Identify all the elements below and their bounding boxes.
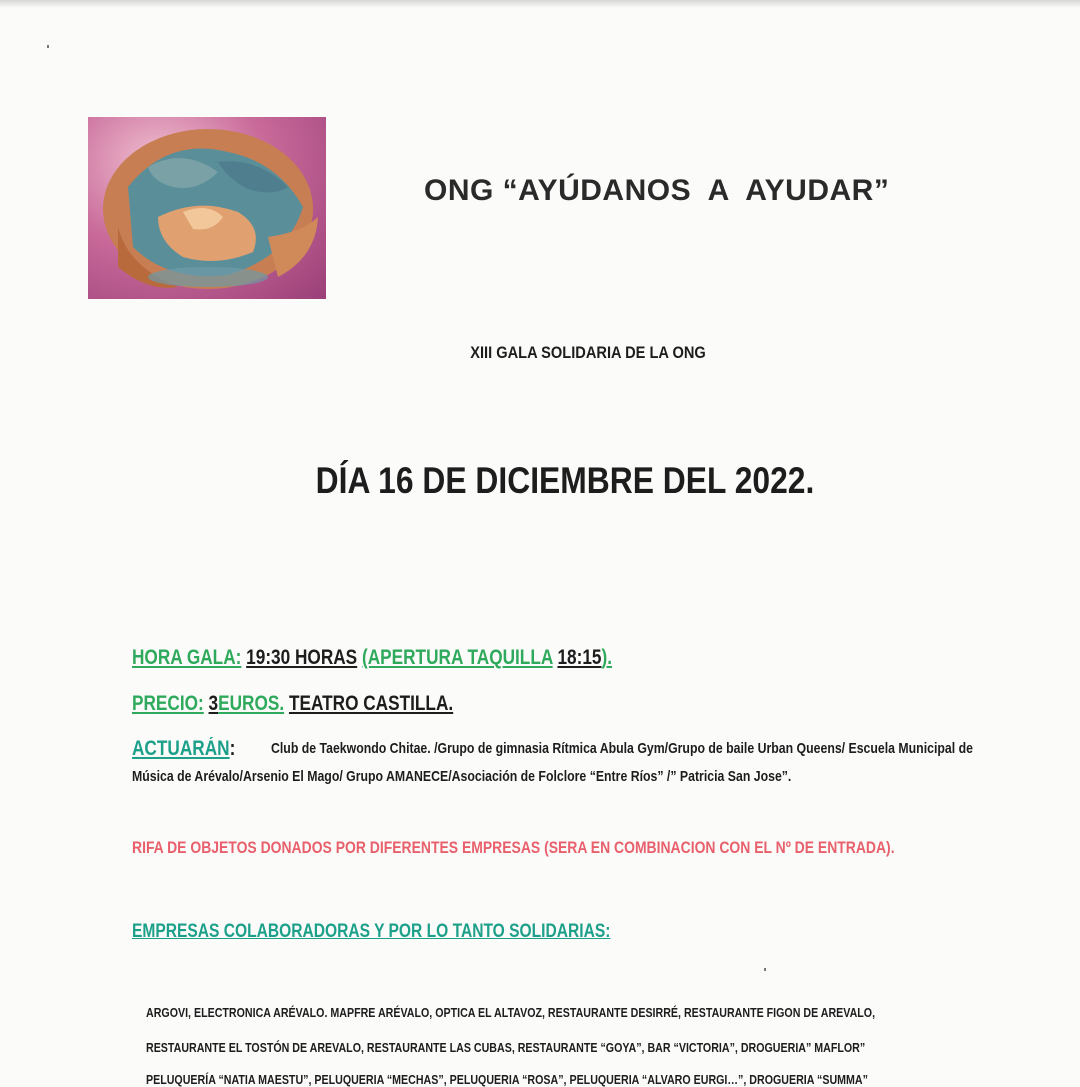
- precio-number: 3: [208, 692, 219, 715]
- apertura-label: (APERTURA TAQUILLA: [361, 646, 553, 669]
- sponsors-line-1: ARGOVI, ELECTRONICA ARÉVALO. MAPFRE ARÉVALO, OPTICA EL ALTAVOZ, RESTAURANTE DESIRRÉ, RESTAURANTE FIGON DE AREVALO,: [146, 1005, 876, 1020]
- scan-top-edge: [0, 0, 1080, 8]
- gala-title-text: XIII GALA SOLIDARIA DE LA ONG: [470, 343, 706, 362]
- precio-line: [132, 692, 453, 716]
- precio-unit: EUROS.: [218, 692, 285, 715]
- scan-speck: [47, 45, 49, 48]
- hands-painted-globe-icon: [88, 117, 326, 299]
- actuaran-colon: :: [229, 737, 236, 760]
- scan-speck: [764, 968, 766, 971]
- venue: TEATRO CASTILLA.: [288, 692, 454, 715]
- hora-value: 19:30 HORAS: [246, 646, 358, 669]
- event-date: [79, 460, 1008, 502]
- rifa-notice: RIFA DE OBJETOS DONADOS POR DIFERENTES EMPRESAS (SERA EN COMBINACION CON EL Nº DE ENTRADA).: [132, 838, 895, 857]
- performers-line-2: Música de Arévalo/Arsenio El Mago/ Grupo AMANECE/Asociación de Folclore “Entre Ríos” /” Patricia San Jose”.: [132, 768, 792, 785]
- apertura-value: 18:15: [557, 646, 602, 669]
- gala-title: [82, 343, 1011, 363]
- sponsors-line-2: RESTAURANTE EL TOSTÓN DE AREVALO, RESTAURANTE LAS CUBAS, RESTAURANTE “GOYA”, BAR “VICTORIA”, DROGUERIA” MAFLOR”: [146, 1040, 866, 1055]
- org-title: ONG “AYÚDANOS A AYUDAR”: [424, 174, 890, 207]
- hora-gala-line: [132, 646, 612, 670]
- hora-label: HORA GALA:: [132, 646, 242, 669]
- sponsors-heading: EMPRESAS COLABORADORAS Y POR LO TANTO SOLIDARIAS:: [132, 921, 611, 942]
- actuaran-label: ACTUARÁN: [132, 737, 230, 760]
- actuaran-label-line: [132, 737, 235, 761]
- apertura-close: ).: [601, 646, 613, 669]
- performers-line-1: Club de Taekwondo Chitae. /Grupo de gimnasia Rítmica Abula Gym/Grupo de baile Urban Queens/ Escuela Municipal de: [271, 740, 973, 757]
- event-date-text: DÍA 16 DE DICIEMBRE DEL 2022.: [315, 460, 815, 501]
- precio-label: PRECIO:: [132, 692, 204, 715]
- sponsors-line-3: PELUQUERÍA “NATIA MAESTU”, PELUQUERIA “MECHAS”, PELUQUERIA “ROSA”, PELUQUERIA “ALVARO EURGI…”, DROGUERIA “SUMMA”: [146, 1072, 868, 1087]
